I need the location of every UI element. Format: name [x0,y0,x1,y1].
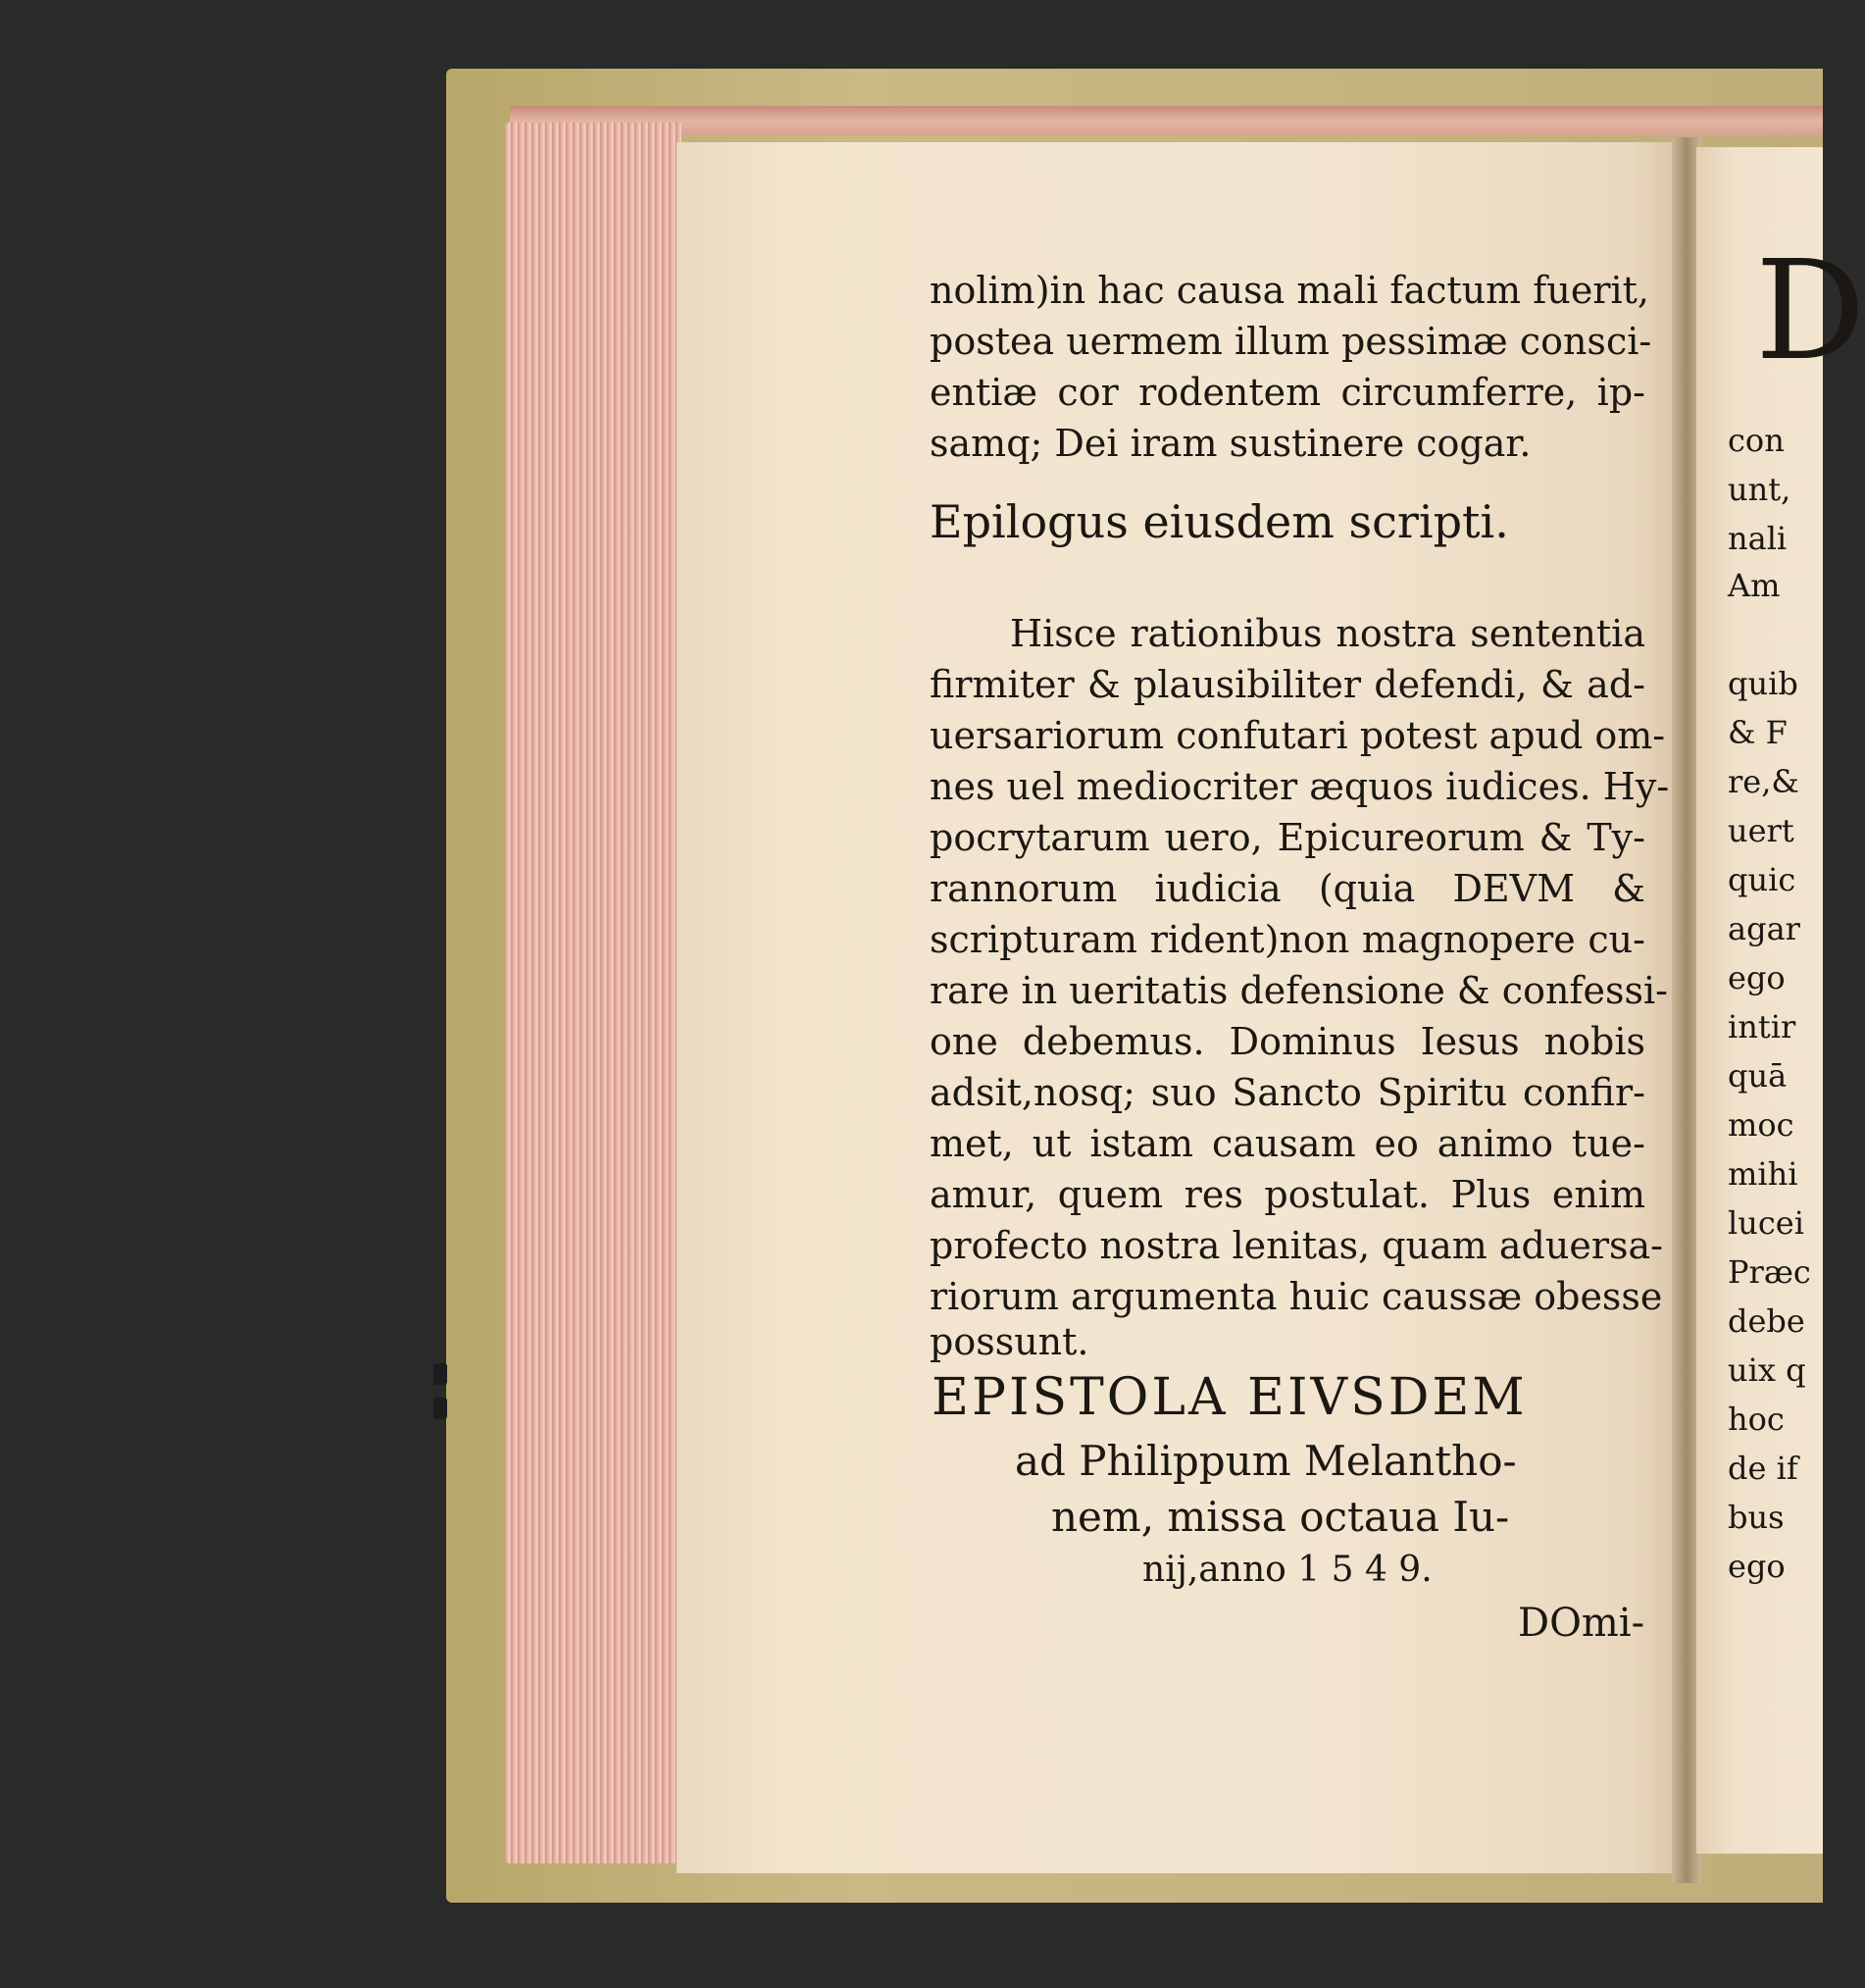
page-top-edge [510,106,1823,135]
text-line: rare in ueritatis defensione & confessi- [930,969,1668,1012]
text-line: met, ut istam causam eo animo tue- [930,1122,1645,1165]
drop-initial: D [1755,231,1865,391]
clasp-icon [433,1363,447,1385]
text-line: uersariorum confutari potest apud om- [930,714,1666,757]
section-heading: Epilogus eiusdem scripti. [930,495,1509,548]
text-line: entiæ cor rodentem circumferre, ip- [930,371,1645,414]
text-line: con [1728,422,1785,459]
text-line: postea uermem illum pessimæ consci- [930,320,1652,363]
text-line: samq; Dei iram sustinere cogar. [930,422,1532,465]
text-line: possunt. [930,1320,1089,1363]
page-stack-edge [505,123,681,1863]
text-line: Am [1728,567,1781,604]
text-line: firmiter & plausibiliter defendi, & ad- [930,663,1645,706]
text-line: agar [1728,910,1800,947]
right-page [1696,147,1823,1854]
text-line: profecto nostra lenitas, quam aduersa- [930,1224,1663,1267]
text-line: debe [1728,1302,1805,1340]
text-line: & F [1728,714,1788,751]
text-line: Præc [1728,1253,1811,1291]
text-line: riorum argumenta huic caussæ obesse [930,1275,1663,1318]
text-line: nolim)in hac causa mali factum fuerit, [930,269,1649,312]
text-line: ego [1728,959,1786,996]
text-line: scripturam rident)non magnopere cu- [930,918,1645,961]
text-line: unt, [1728,471,1791,508]
text-line: de if [1728,1450,1798,1487]
text-line: one debemus. Dominus Iesus nobis [930,1020,1645,1063]
text-line: uert [1728,812,1794,849]
text-line: Hisce rationibus nostra sententia [1010,612,1645,655]
text-line: quic [1728,861,1796,898]
text-line: nes uel mediocriter æquos iudices. Hy- [930,765,1670,808]
text-line: hoc [1728,1401,1785,1438]
text-line: ego [1728,1548,1786,1585]
text-line: pocrytarum uero, Epicureorum & Ty- [930,816,1645,859]
text-line: moc [1728,1106,1794,1144]
catchword: DOmi- [1518,1601,1645,1646]
text-line: intir [1728,1008,1796,1045]
text-line: lucei [1728,1204,1804,1242]
text-line: rannorum iudicia (quia DEVM & [930,867,1645,910]
text-line: bus [1728,1499,1785,1536]
text-line: adsit,nosq; suo Sancto Spiritu confir- [930,1071,1645,1114]
text-line: quā [1728,1057,1788,1095]
text-line: amur, quem res postulat. Plus enim [930,1173,1645,1216]
epistola-line: nij,anno 1 5 4 9. [1142,1550,1433,1590]
epistola-line: nem, missa octaua Iu- [1051,1493,1510,1541]
text-line: mihi [1728,1155,1798,1193]
text-line: nali [1728,520,1788,557]
epistola-line: ad Philippum Melantho- [1015,1437,1517,1485]
text-line: re,& [1728,763,1799,800]
epistola-title: EPISTOLA EIVSDEM [932,1368,1528,1427]
text-line: uix q [1728,1351,1806,1389]
clasp-icon [433,1398,447,1419]
text-line: quib [1728,665,1798,702]
